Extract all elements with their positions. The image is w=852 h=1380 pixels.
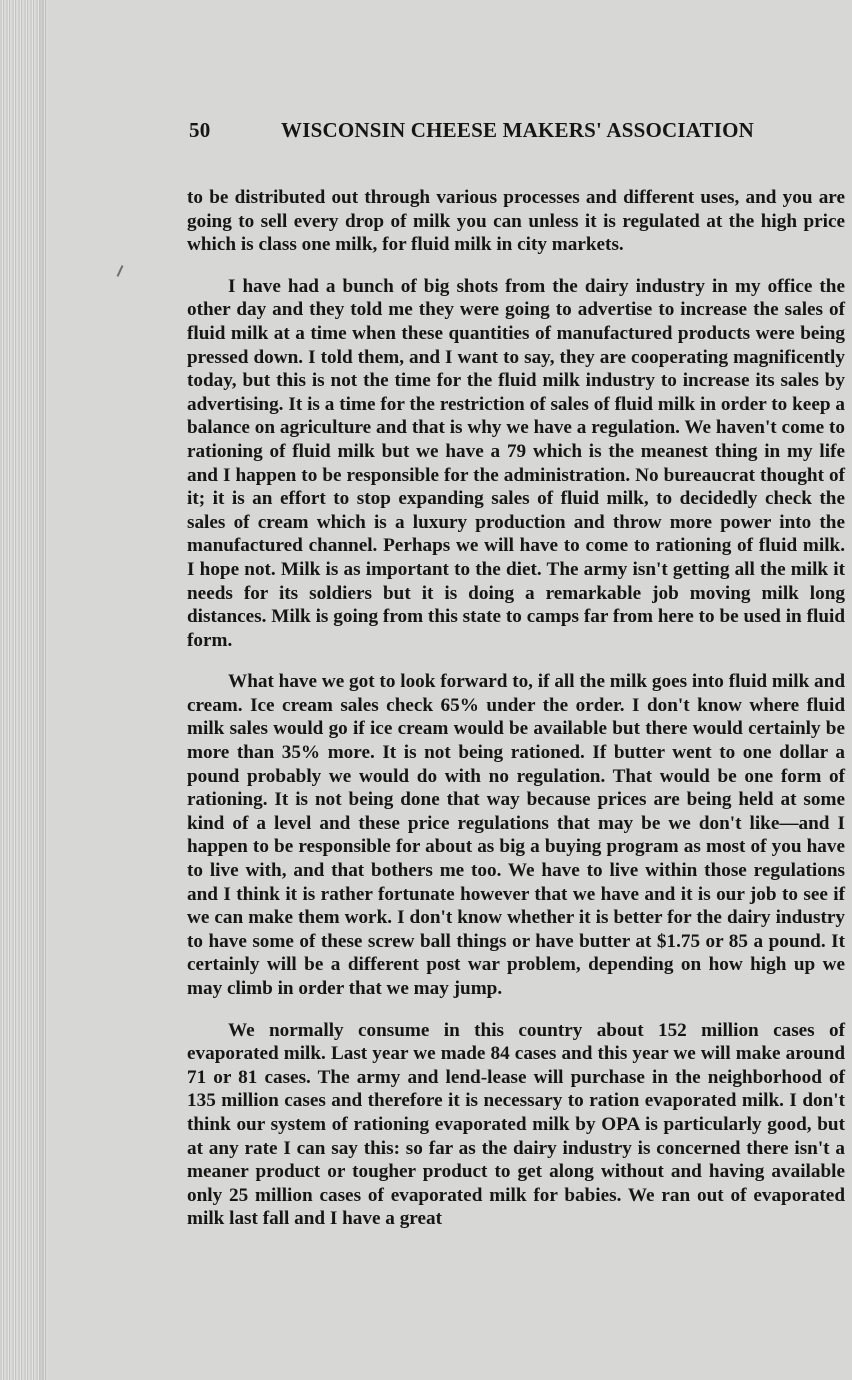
running-title: WISCONSIN CHEESE MAKERS' ASSOCIATION bbox=[281, 118, 755, 142]
margin-pencil-mark bbox=[117, 265, 124, 277]
body-text bbox=[187, 186, 845, 1249]
paragraph-1: to be distributed out through various processes and different uses, and you are going to sell every drop of milk you can unless it is regulated at the high price which is class one milk, for fluid milk in city markets. bbox=[187, 187, 845, 256]
page-edges bbox=[0, 0, 48, 1380]
paragraph-2: I have had a bunch of big shots from the dairy industry in my office the other day and they told me they were going to advertise to increase the sales of fluid milk at a time when these quantities of manufactured products were being pressed down. I told them, and I want to say, they are cooperating magnificently today, but this is not the time for the fluid milk industry to increase its sales by advertising. It is a time for the restriction of sales of fluid milk in order to keep a balance on agriculture and that is why we have a regulation. We haven't come to rationing of fluid milk but we have a 79 which is the meanest thing in my life and I happen to be responsible for the administration. No bureaucrat thought of it; it is an effort to stop expanding sales of fluid milk, to decidedly check the sales of cream which is a luxury production and throw more power into the manufactured channel. Perhaps we will have to come to rationing of fluid milk. I hope not. Milk is as important to the diet. The army isn't getting all the milk it needs for its soldiers but it is doing a remarkable job moving milk long distances. Milk is going from this state to camps far from here to be used in fluid form. bbox=[187, 275, 845, 651]
paragraph-4: We normally consume in this country about 152 million cases of evaporated milk. Last year we made 84 cases and this year we will make around 71 or 81 cases. The army and lend-lease will purchase in the neighborhood of 135 million cases and therefore it is necessary to ration evaporated milk. I don't think our system of rationing evaporated milk by OPA is particularly good, but at any rate I can say this: so far as the dairy industry is concerned there isn't a meaner product or tougher product to get along without and having available only 25 million cases of evaporated milk for babies. We ran out of evaporated milk last fall and I have a great bbox=[187, 1019, 845, 1230]
page-number: 50 bbox=[189, 118, 211, 142]
paragraph-3: What have we got to look forward to, if all the milk goes into fluid milk and cream. Ice cream sales check 65% under the order. I don't know where fluid milk sales would go if ice cream would be available but there would certainly be more than 35% more. It is not being rationed. If butter went to one dollar a pound probably we would do with no regulation. That would be one form of rationing. It is not being done that way because prices are being held at some kind of a level and these price regulations that may be we don't like—and I happen to be responsible for about as big a buying program as most of you have to live with, and that bothers me too. We have to live within those regulations and I think it is rather fortunate however that we have and it is our job to see if we can make them work. I don't know whether it is better for the dairy industry to have some of these screw ball things or have butter at $1.75 or 85 a pound. It certainly will be a different post war problem, depending on how high up we may climb in order that we may jump. bbox=[187, 671, 845, 999]
page-header bbox=[189, 118, 757, 150]
